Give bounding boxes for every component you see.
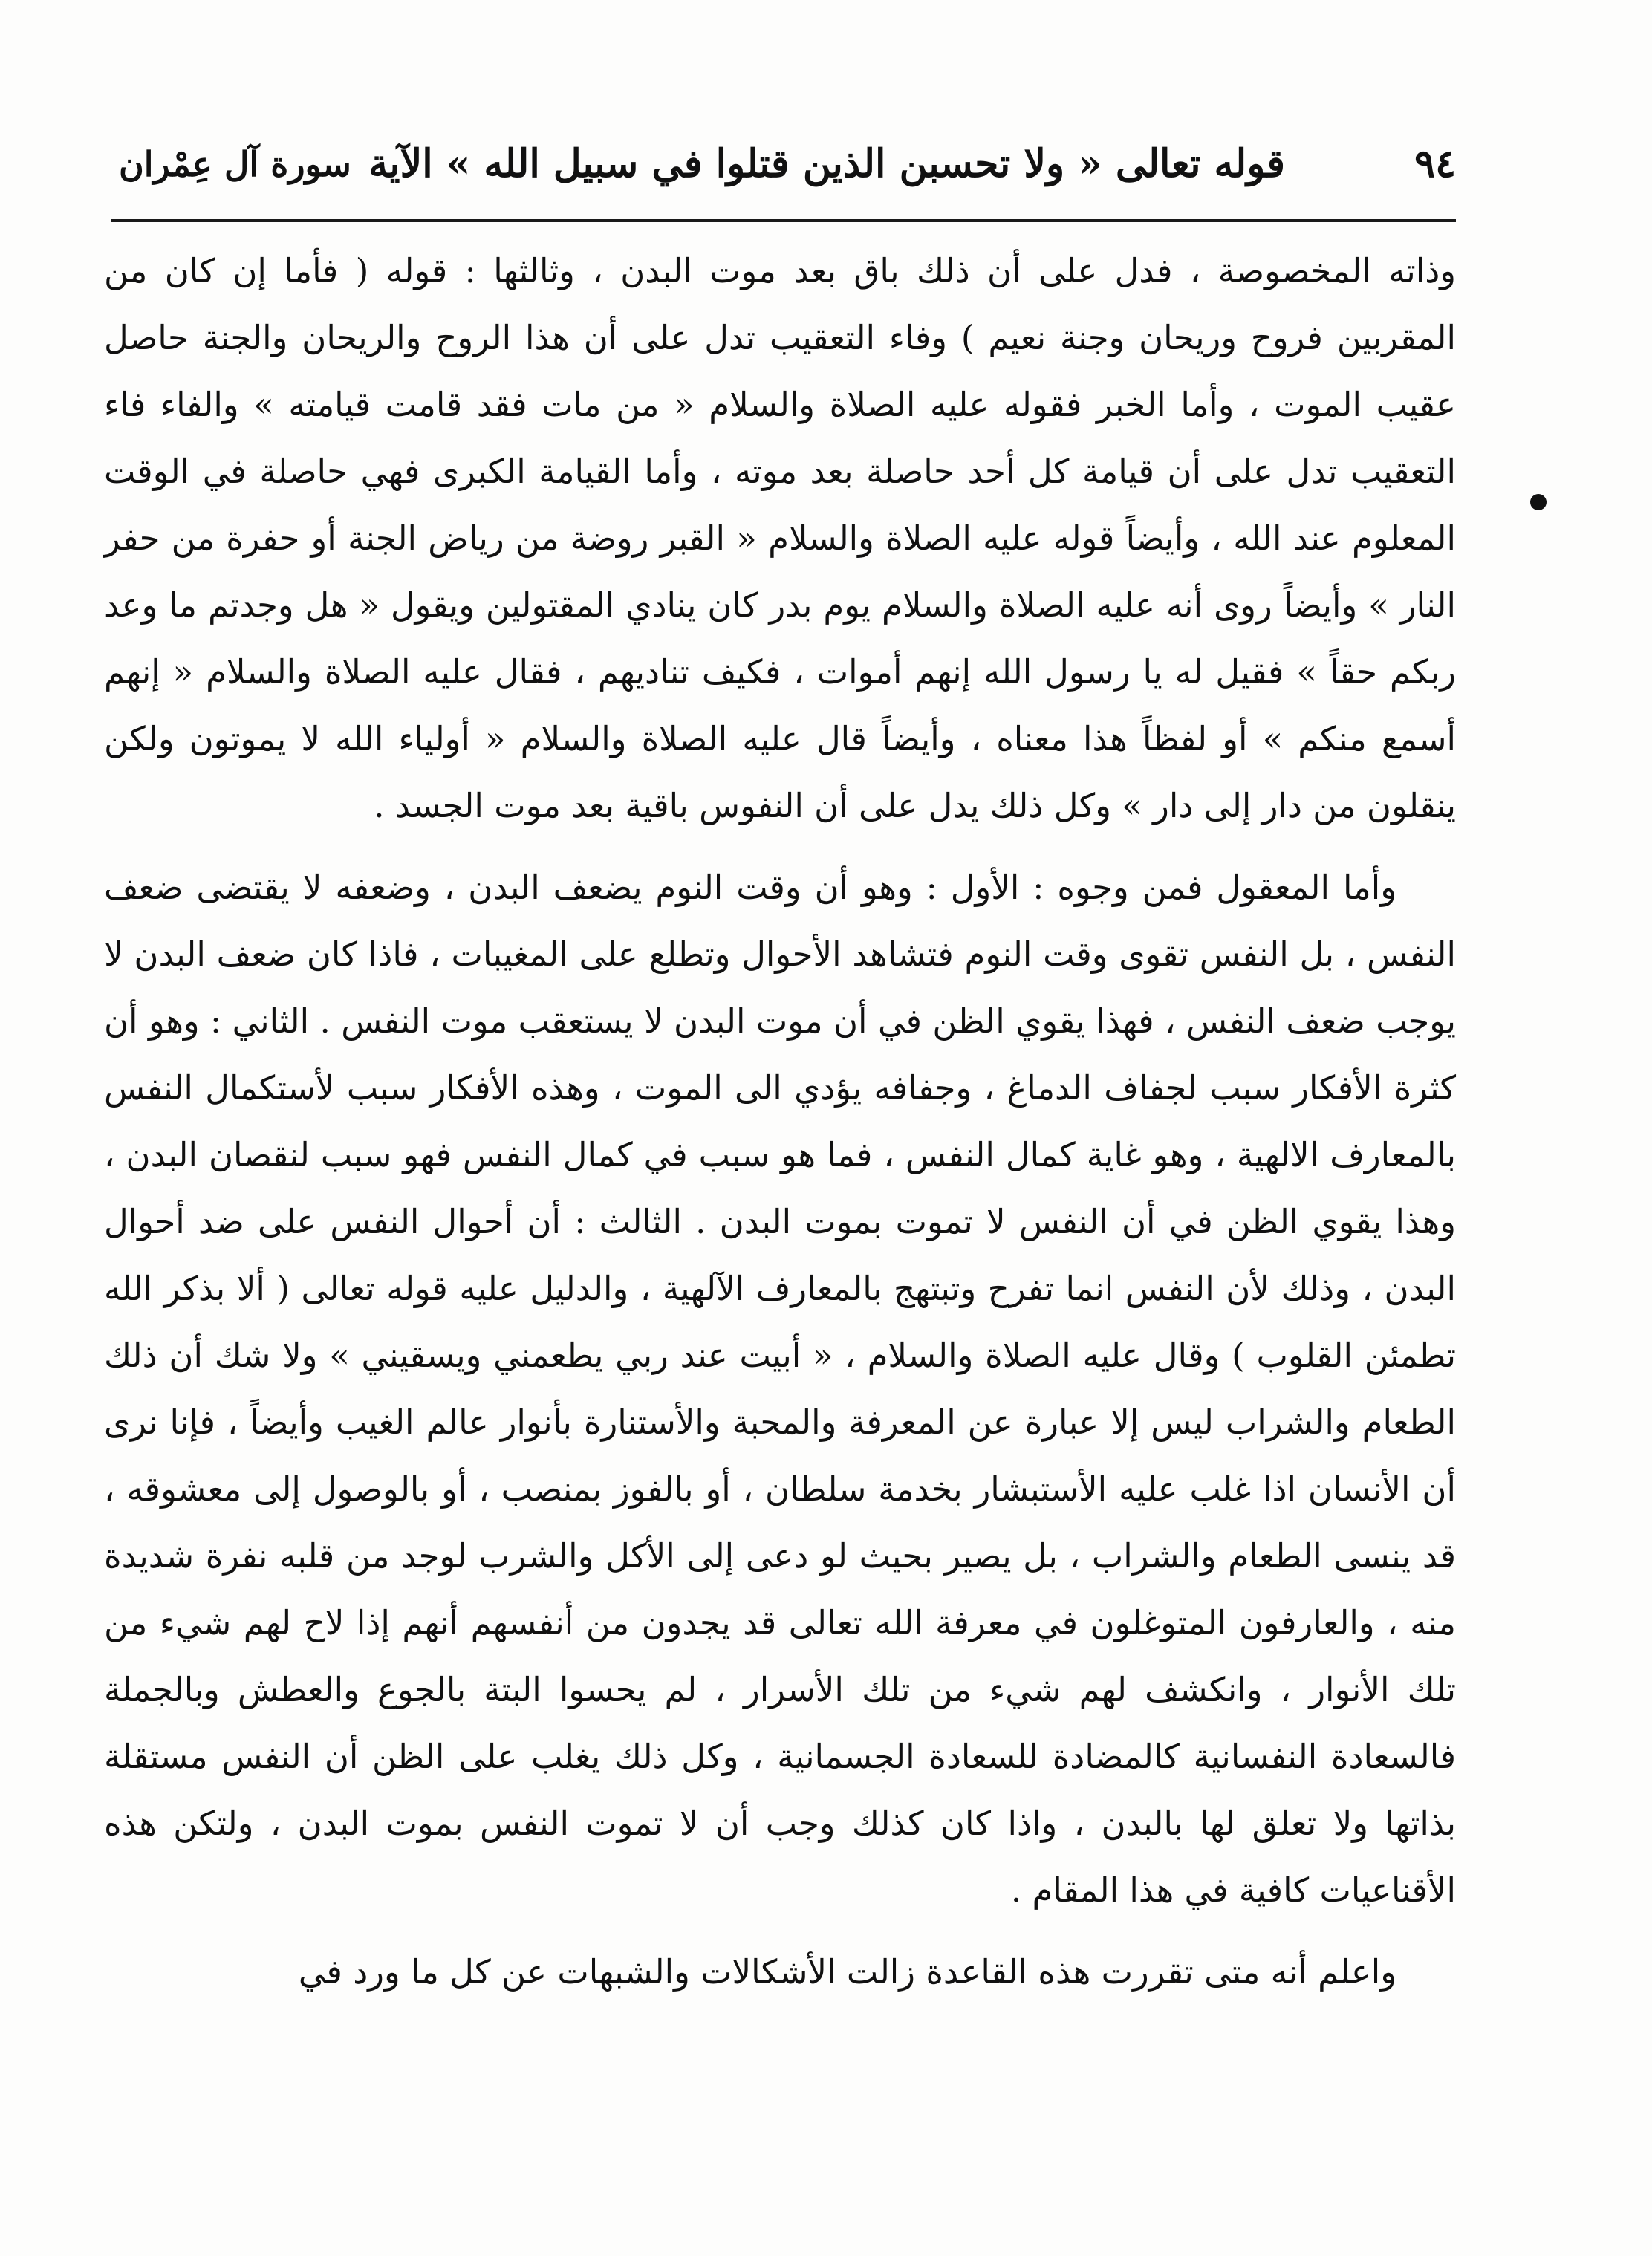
surah-name: سورة آل عِمْران (119, 144, 351, 184)
header-divider (111, 219, 1456, 222)
page-number: ٩٤ (1414, 141, 1456, 186)
margin-mark (1530, 494, 1547, 510)
paragraph: وأما المعقول فمن وجوه : الأول : وهو أن وقت النوم يضعف البدن ، وضعفه لا يقتضى ضعف النفس ، بل النفس تقوى وقت النوم فتشاهد الأحوال وتطلع على المغيبات ، فاذا كان ضعف البدن لا يوجب ضعف النفس ، فهذا يقوي الظن في أن موت البدن لا يستعقب موت النفس . الثاني : وهو أن كثرة الأفكار سبب لجفاف الدماغ ، وجفافه يؤدي الى الموت ، وهذه الأفكار سبب لأستكمال النفس بالمعارف الالهية ، وهو غاية كمال النفس ، فما هو سبب في كمال النفس فهو سبب لنقصان البدن ، وهذا يقوي الظن في أن النفس لا تموت بموت البدن . الثالث : أن أحوال النفس على ضد أحوال البدن ، وذلك لأن النفس انما تفرح وتبتهج بالمعارف الآلهية ، والدليل عليه قوله تعالى ( ألا بذكر الله تطمئن القلوب ) وقال عليه الصلاة والسلام ، « أبيت عند ربي يطعمني ويسقيني » ولا شك أن ذلك الطعام والشراب ليس إلا عبارة عن المعرفة والمحبة والأستنارة بأنوار عالم الغيب وأيضاً ، فإنا نرى أن الأنسان اذا غلب عليه الأستبشار بخدمة سلطان ، أو بالفوز بمنصب ، أو بالوصول إلى معشوقه ، قد ينسى الطعام والشراب ، بل يصير بحيث لو دعى إلى الأكل والشرب لوجد من قلبه نفرة شديدة منه ، والعارفون المتوغلون في معرفة الله تعالى قد يجدون من أنفسهم أنهم إذا لاح لهم شيء من تلك الأنوار ، وانكشف لهم شيء من تلك الأسرار ، لم يحسوا البتة بالجوع والعطش وبالجملة فالسعادة النفسانية كالمضادة للسعادة الجسمانية ، وكل ذلك يغلب على الظن أن النفس مستقلة بذاتها ولا تعلق لها بالبدن ، واذا كان كذلك وجب أن لا تموت النفس بموت البدن ، ولتكن هذه الأقناعيات كافية في هذا المقام . (104, 868, 1456, 1910)
paragraph: واعلم أنه متى تقررت هذه القاعدة زالت الأشكالات والشبهات عن كل ما ورد في (298, 1952, 1396, 1992)
page-header (111, 134, 1456, 215)
paragraph: وذاته المخصوصة ، فدل على أن ذلك باق بعد موت البدن ، وثالثها : قوله ( فأما إن كان من المقربين فروح وريحان وجنة نعيم ) وفاء التعقيب تدل على أن هذا الروح والريحان والجنة حاصل عقيب الموت ، وأما الخبر فقوله عليه الصلاة والسلام « من مات فقد قامت قيامته » والفاء فاء التعقيب تدل على أن قيامة كل أحد حاصلة بعد موته ، وأما القيامة الكبرى فهي حاصلة في الوقت المعلوم عند الله ، وأيضاً قوله عليه الصلاة والسلام « القبر روضة من رياض الجنة أو حفرة من حفر النار » وأيضاً روى أنه عليه الصلاة والسلام يوم بدر كان ينادي المقتولين ويقول « هل وجدتم ما وعد ربكم حقاً » فقيل له يا رسول الله إنهم أموات ، فكيف تناديهم ، فقال عليه الصلاة والسلام « إنهم أسمع منكم » أو لفظاً هذا معناه ، وأيضاً قال عليه الصلاة والسلام « أولياء الله لا يموتون ولكن ينقلون من دار إلى دار » وكل ذلك يدل على أن النفوس باقية بعد موت الجسد . (104, 251, 1456, 825)
body-text (104, 238, 1456, 2006)
running-title: قوله تعالى « ولا تحسبن الذين قتلوا في سبيل الله » الآية (368, 141, 1285, 186)
